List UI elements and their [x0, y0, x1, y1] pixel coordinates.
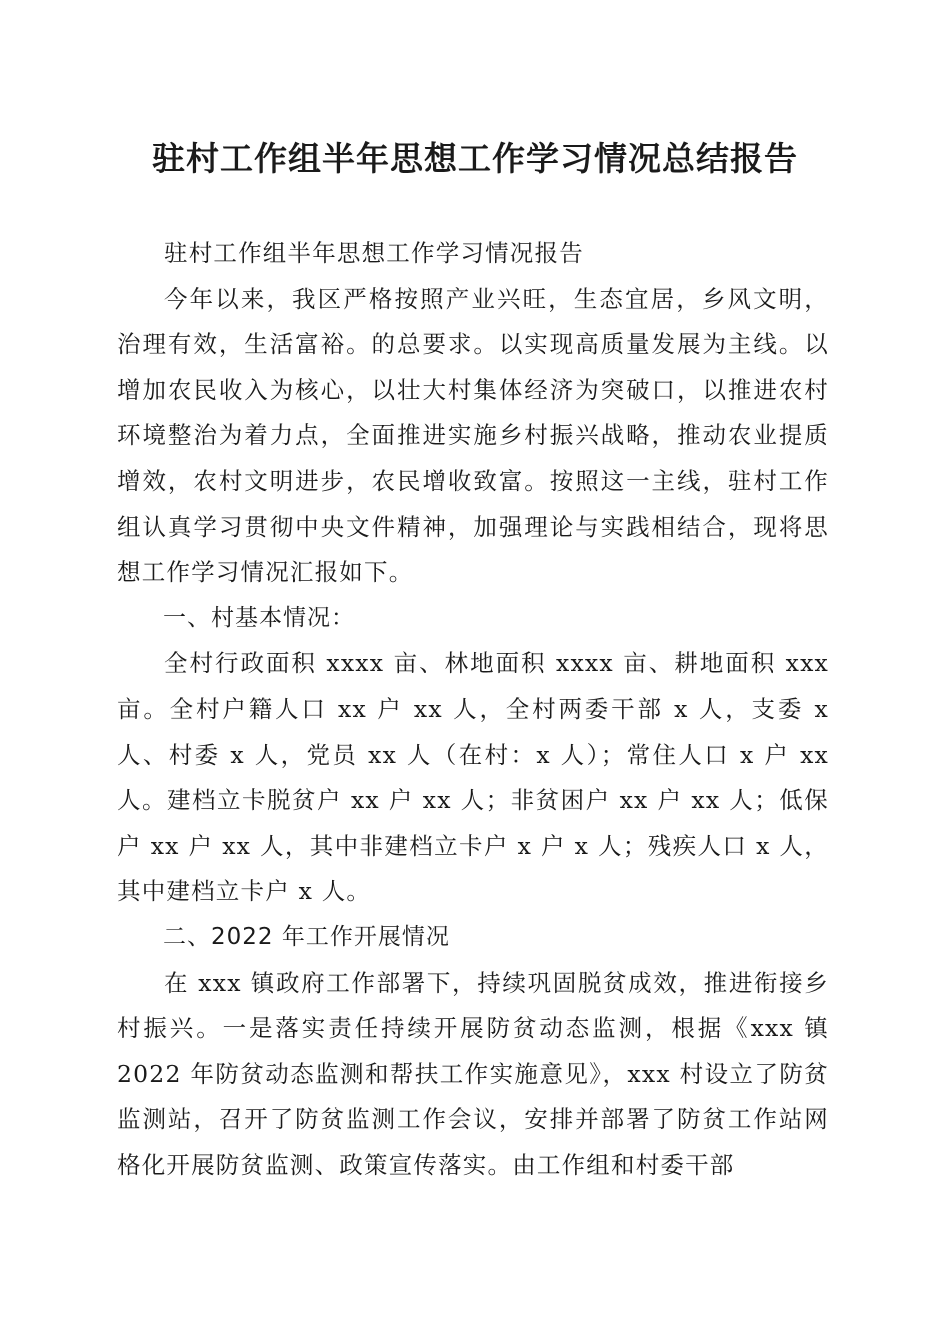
section-heading-basic-info: 一、村基本情况： — [163, 604, 355, 631]
work-progress-paragraph: 在 xxx 镇政府工作部署下，持续巩固脱贫成效，推进衔接乡村振兴。一是落实责任持续开展防贫动态监测，根据《xxx 镇 2022 年防贫动态监测和帮扶工作实施意见》，xxx 村设立了防贫监测站，召开了防贫监测工作会议，安排并部署了防贫工作站网格化开展防贫监测、政策宣传落实。由工作组和村委干部 — [117, 968, 829, 1179]
report-subtitle: 驻村工作组半年思想工作学习情况报告 — [164, 239, 584, 267]
section-heading-work-progress: 二、2022 年工作开展情况 — [163, 923, 450, 950]
document-title: 驻村工作组半年思想工作学习情况总结报告 — [152, 139, 798, 178]
document-body — [117, 231, 829, 1188]
intro-paragraph: 今年以来，我区严格按照产业兴旺，生态宜居，乡风文明，治理有效，生活富裕。的总要求。以实现高质量发展为主线。以增加农民收入为核心，以壮大村集体经济为突破口，以推进农村环境整治为着力点，全面推进实施乡村振兴战略，推动农业提质增效，农村文明进步，农民增收致富。按照这一主线，驻村工作组认真学习贯彻中央文件精神，加强理论与实践相结合，现将思想工作学习情况汇报如下。 — [117, 284, 829, 587]
basic-info-paragraph: 全村行政面积 xxxx 亩、林地面积 xxxx 亩、耕地面积 xxx 亩。全村户籍人口 xx 户 xx 人，全村两委干部 x 人，支委 x 人、村委 x 人，党员 xx 人（在村：x 人）；常住人口 x 户 xx 人。建档立卡脱贫户 xx 户 xx 人；非贫困户 xx 户 xx 人；低保户 xx 户 xx 人，其中非建档立卡户 x 户 x 人；残疾人口 x 人，其中建档立卡户 x 人。 — [117, 649, 829, 906]
